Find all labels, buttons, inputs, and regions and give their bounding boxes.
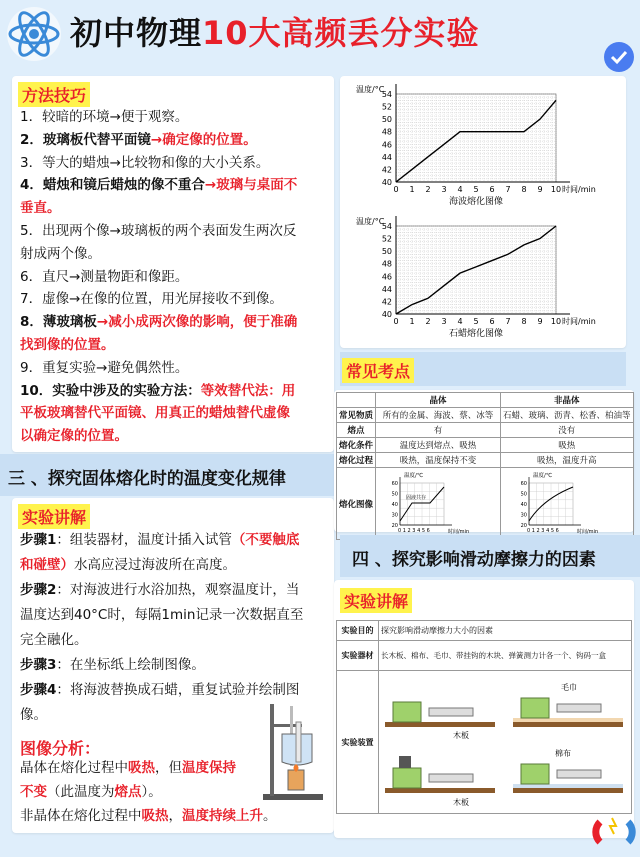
methods-tag: 方法技巧 <box>18 82 90 107</box>
x-tick-label: 3 <box>441 185 447 194</box>
explain-tag: 实验讲解 <box>18 504 90 529</box>
mini-x-ticks: 0 1 2 3 4 5 6 <box>526 528 559 534</box>
y-tick-label: 46 <box>381 140 392 150</box>
text-segment: ：将海波替换成石蜡，重复试验并绘制图 <box>56 682 300 698</box>
text-segment: 温度持续上升 <box>182 808 263 824</box>
section3-title: 三 、探究固体熔化时的温度变化规律 <box>8 469 286 489</box>
text-segment: →玻璃与桌面不 <box>204 177 298 194</box>
y-tick-label: 52 <box>381 102 392 112</box>
table-cell: 实验器材 <box>337 641 379 671</box>
charts-card <box>340 76 626 348</box>
board-label: 木板 <box>453 798 469 807</box>
table-row <box>337 408 634 423</box>
text-segment: 和碰壁） <box>20 557 74 573</box>
friction-card <box>334 580 634 838</box>
mini-y-tick: 50 <box>520 491 527 498</box>
text-segment: 步骤2 <box>20 582 57 598</box>
text-segment: 像。 <box>20 707 47 723</box>
text-line <box>20 334 297 357</box>
section4-banner <box>340 535 640 577</box>
text-line <box>20 220 297 243</box>
text-segment: 平板玻璃替代平面镜、用真正的蜡烛替代虚像 <box>20 405 290 422</box>
chart-haibo <box>344 80 622 208</box>
table-cell: 石蜡、玻璃、沥青、松香、柏油等 <box>501 408 634 423</box>
table-cell: 长木板、棉布、毛巾、带挂钩的木块、弹簧测力计各一个、钩码一盒 <box>379 641 632 671</box>
x-tick-label: 4 <box>457 185 463 194</box>
text-line <box>20 106 297 129</box>
text-line <box>20 266 297 289</box>
x-tick-label: 10 <box>550 317 562 326</box>
table-row <box>337 453 634 468</box>
exam-table-card <box>334 390 634 535</box>
x-tick-label: 6 <box>489 185 495 194</box>
text-line <box>20 628 303 653</box>
mini-x-label: 时间/min <box>576 529 598 535</box>
x-tick-label: 7 <box>505 317 511 326</box>
text-segment: （不要触底 <box>231 532 300 548</box>
towel-label: 毛巾 <box>561 683 577 692</box>
text-line <box>20 197 297 220</box>
text-segment: 不变 <box>20 784 47 800</box>
y-tick-label: 48 <box>381 259 392 269</box>
table-header: 非晶体 <box>501 393 634 408</box>
table-cell: 熔化条件 <box>337 438 376 453</box>
text-line <box>20 129 297 152</box>
chart-caption: 海波熔化图像 <box>448 197 504 207</box>
mini-y-tick: 20 <box>520 523 527 529</box>
x-axis-label: 时间/min <box>562 317 596 326</box>
table-cell: 熔点 <box>337 423 376 438</box>
apparatus-cell <box>379 671 632 814</box>
mini-y-label: 温度/℃ <box>532 473 552 479</box>
x-tick-label: 0 <box>393 185 399 194</box>
exam-table <box>336 392 634 540</box>
x-tick-label: 4 <box>457 317 463 326</box>
table-cell: 吸热 <box>501 438 634 453</box>
text-segment: 2．玻璃板代替平面镜 <box>20 131 151 148</box>
text-segment: 以确定像的位置。 <box>20 428 128 445</box>
text-segment: 1．较暗的环境→便于观察。 <box>20 109 189 125</box>
lab-apparatus-icon <box>258 694 328 804</box>
x-tick-label: 9 <box>537 185 543 194</box>
text-segment: 7．虚像→在像的位置，用光屏接收不到像。 <box>20 291 283 308</box>
text-segment: 温度达到40°C时，每隔1min记录一次数据直至 <box>20 607 304 623</box>
text-segment: 3．等大的蜡烛→比较物和像的大小关系。 <box>20 154 270 171</box>
text-line <box>20 402 297 425</box>
text-line <box>20 553 303 578</box>
text-segment: 晶体在熔化过程中 <box>20 760 128 776</box>
table-cell: 熔化图像 <box>337 468 376 540</box>
y-tick-label: 40 <box>381 178 392 187</box>
text-line <box>20 653 303 678</box>
cotton-label: 棉布 <box>555 749 571 758</box>
text-line <box>20 152 297 175</box>
text-line <box>20 380 297 403</box>
page-title <box>70 8 480 54</box>
table-cell: 熔化过程 <box>337 453 376 468</box>
title-part1: 初中物理 <box>70 14 203 52</box>
text-segment: 完全融化。 <box>20 632 88 648</box>
y-axis-label: 温度/°C <box>356 217 385 226</box>
mini-x-ticks: 0 1 2 3 4 5 6 <box>398 528 430 534</box>
table-row <box>337 468 634 540</box>
y-tick-label: 52 <box>381 234 392 244</box>
table-row <box>337 423 634 438</box>
text-segment: 9．重复实验→避免偶然性。 <box>20 359 189 376</box>
mini-curve-label: 固液共存 <box>406 495 427 501</box>
text-line <box>20 288 297 311</box>
x-tick-label: 8 <box>521 317 527 326</box>
mini-y-tick: 60 <box>391 481 399 487</box>
table-header <box>337 393 376 408</box>
exam-banner <box>340 352 626 386</box>
text-segment: 找到像的位置。 <box>20 336 115 353</box>
table-cell: 温度达到熔点、吸热 <box>376 438 501 453</box>
table-cell: 没有 <box>501 423 634 438</box>
board-label: 木板 <box>453 731 469 740</box>
mini-y-tick: 20 <box>391 523 399 529</box>
methods-card <box>12 76 334 452</box>
text-line <box>20 804 277 828</box>
x-tick-label: 3 <box>441 317 447 326</box>
text-line <box>20 578 303 603</box>
text-segment: 射成两个像。 <box>20 245 101 262</box>
text-segment: 步骤4 <box>20 682 57 698</box>
x-tick-label: 5 <box>473 317 479 326</box>
x-tick-label: 7 <box>505 185 511 194</box>
friction-explain-tag: 实验讲解 <box>340 588 412 613</box>
table-header: 晶体 <box>376 393 501 408</box>
crystal-mini-graph-cell <box>376 468 501 540</box>
text-segment: 水高应浸过海波所在高度。 <box>74 557 236 573</box>
mini-y-tick: 50 <box>391 491 399 498</box>
text-segment: 非晶体在熔化过程中 <box>20 808 142 824</box>
chart-caption: 石蜡熔化图像 <box>448 329 504 339</box>
x-tick-label: 8 <box>521 185 527 194</box>
table-cell: 吸热，温度保持不变 <box>376 453 501 468</box>
analysis-list <box>20 756 277 828</box>
y-tick-label: 42 <box>381 297 392 307</box>
text-segment: 垂直。 <box>20 200 61 217</box>
text-segment: ：对海波进行水浴加热，观察温度计，当 <box>56 582 300 598</box>
y-axis-label: 温度/°C <box>356 85 385 94</box>
text-segment: 。 <box>263 808 277 824</box>
text-line <box>20 603 303 628</box>
y-tick-label: 54 <box>381 90 392 99</box>
x-tick-label: 6 <box>489 317 495 326</box>
y-tick-label: 42 <box>381 165 392 175</box>
analysis-title: 图像分析： <box>20 739 101 758</box>
text-segment: 吸热 <box>128 760 155 776</box>
amorphous-mini-graph-cell <box>501 468 634 540</box>
steps-card <box>12 498 334 833</box>
chart-shila <box>344 212 622 344</box>
verified-badge-icon <box>602 40 636 74</box>
mini-y-label: 温度/℃ <box>404 473 424 479</box>
x-tick-label: 2 <box>425 317 431 326</box>
table-cell: 常见物质 <box>337 408 376 423</box>
title-part2: 10大高频丢分实验 <box>202 14 480 52</box>
text-segment: ：在坐标纸上绘制图像。 <box>56 657 205 673</box>
text-line <box>20 756 277 780</box>
y-tick-label: 44 <box>381 152 392 162</box>
text-segment: 熔点 <box>114 784 142 800</box>
friction-table <box>336 620 632 814</box>
x-tick-label: 0 <box>393 317 399 326</box>
table-cell: 所有的金属、海波、蔡、冰等 <box>376 408 501 423</box>
text-line <box>20 357 297 380</box>
text-segment: ：组装器材，温度计插入试管 <box>56 532 232 548</box>
magnet-icon <box>592 812 636 854</box>
x-tick-label: 5 <box>473 185 479 194</box>
table-cell: 探究影响滑动摩擦力大小的因素 <box>379 621 632 641</box>
x-tick-label: 1 <box>409 317 415 326</box>
y-tick-label: 46 <box>381 272 392 282</box>
friction-apparatus-diagram <box>381 672 629 810</box>
text-segment: 温度保持 <box>182 760 236 776</box>
mini-y-tick: 40 <box>520 502 527 508</box>
y-tick-label: 50 <box>381 247 392 257</box>
text-segment: （此温度为 <box>47 784 115 800</box>
mini-y-tick: 30 <box>520 512 527 519</box>
x-tick-label: 2 <box>425 185 431 194</box>
y-tick-label: 50 <box>381 115 392 125</box>
text-line <box>20 311 297 334</box>
y-tick-label: 48 <box>381 127 392 137</box>
text-segment: 8．薄玻璃板 <box>20 314 97 331</box>
mini-y-tick: 30 <box>391 512 399 519</box>
text-segment: ， <box>168 808 182 824</box>
text-segment: 10．实验中涉及的实验方法： <box>20 382 201 399</box>
mini-x-label: 时间/min <box>448 529 470 535</box>
section4-title: 四 、探究影响滑动摩擦力的因素 <box>352 550 596 570</box>
y-tick-label: 40 <box>381 310 392 319</box>
text-segment: 6．直尺→测量物距和像距。 <box>20 268 189 285</box>
x-tick-label: 10 <box>550 185 562 194</box>
table-row <box>337 671 632 814</box>
section3-banner <box>0 454 336 496</box>
exam-tag: 常见考点 <box>342 358 414 383</box>
mini-y-tick: 60 <box>520 481 527 487</box>
text-segment: →减小成两次像的影响，便于准确 <box>96 314 298 331</box>
table-row <box>337 438 634 453</box>
table-cell: 实验目的 <box>337 621 379 641</box>
text-segment: 吸热 <box>141 808 169 824</box>
table-row <box>337 621 632 641</box>
table-row <box>337 641 632 671</box>
text-segment: 4．蜡烛和镜后蜡烛的像不重合 <box>20 177 205 194</box>
y-tick-label: 54 <box>381 222 392 231</box>
text-line <box>20 780 277 804</box>
text-segment: 步骤1 <box>20 532 57 548</box>
crystal-mini-graph <box>378 469 498 535</box>
x-axis-label: 时间/min <box>562 185 596 194</box>
text-segment: ，但 <box>155 760 182 776</box>
text-segment: ）。 <box>141 784 162 800</box>
atom-logo-icon <box>4 4 64 64</box>
text-segment: 5．出现两个像→玻璃板的两个表面发生两次反 <box>20 222 297 239</box>
table-cell: 有 <box>376 423 501 438</box>
text-line <box>20 174 297 197</box>
text-segment: →确定像的位置。 <box>150 131 257 148</box>
table-cell: 实验装置 <box>337 671 379 814</box>
y-tick-label: 44 <box>381 284 392 294</box>
text-line <box>20 425 297 448</box>
x-tick-label: 1 <box>409 185 415 194</box>
table-cell: 吸热，温度升高 <box>501 453 634 468</box>
x-tick-label: 9 <box>537 317 543 326</box>
text-segment: 步骤3 <box>20 657 57 673</box>
text-segment: 等效替代法：用 <box>200 382 296 399</box>
methods-list <box>20 106 297 448</box>
amorphous-mini-graph <box>507 469 627 535</box>
text-line <box>20 528 303 553</box>
text-line <box>20 243 297 266</box>
mini-y-tick: 40 <box>391 502 399 508</box>
